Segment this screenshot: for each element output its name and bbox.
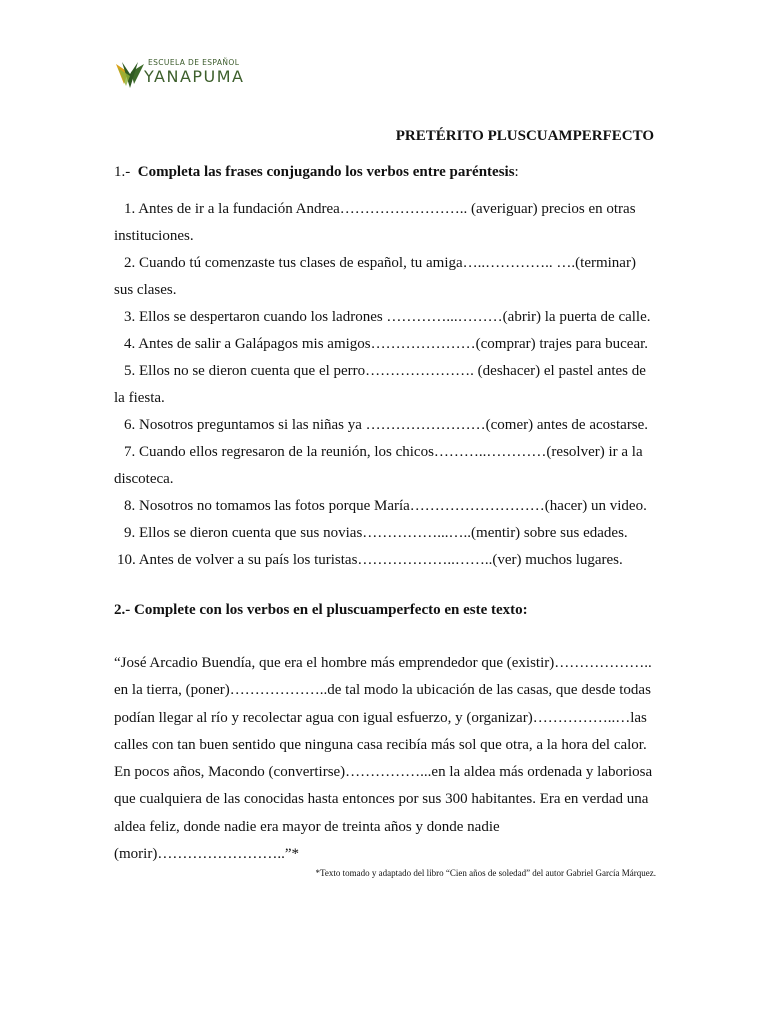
passage-line: calles con tan buen sentido que ninguna casa recibía más sol que otra, a la hora del calor. (114, 736, 647, 753)
section1-suffix: : (514, 164, 519, 180)
puma-logo-icon (114, 60, 146, 90)
item-number: 9. (124, 525, 136, 541)
item-text: Antes de salir a Galápagos mis amigos…………………(comprar) trajes para bucear. (138, 336, 649, 352)
passage-line: podían llegar al río y recolectar agua con igual esfuerzo, y (organizar)……………..…las (114, 709, 647, 726)
item-number: 8. (124, 498, 136, 514)
item-number: 4. (124, 336, 136, 352)
logo-tagline: ESCUELA DE ESPAÑOL (148, 58, 240, 67)
item-continuation: sus clases. (114, 282, 177, 298)
passage-line: En pocos años, Macondo (convertirse)……………...en la aldea más ordenada y laboriosa (114, 764, 653, 781)
item-text: Ellos se despertaron cuando los ladrones …………...………(abrir) la puerta de calle. (139, 309, 651, 325)
item-number: 5. (124, 363, 136, 379)
exercise-item (114, 412, 654, 439)
item-number: 2. (124, 255, 136, 271)
item-continuation: instituciones. (114, 228, 194, 244)
section1-heading (114, 164, 519, 181)
exercise-2-passage (114, 650, 656, 868)
item-continuation: la fiesta. (114, 390, 165, 406)
item-text: Ellos se dieron cuenta que sus novias……………...…..(mentir) sobre sus edades. (139, 525, 628, 541)
section2-heading-text: 2.- Complete con los verbos en el pluscuamperfecto en este texto: (114, 602, 528, 618)
exercise-item (114, 250, 654, 304)
passage-line: que cualquiera de las conocidas hasta entonces por sus 300 habitantes. Era en verdad una (114, 791, 649, 808)
exercise-item (114, 331, 654, 358)
item-number: 3. (124, 309, 136, 325)
exercise-item (114, 358, 654, 412)
passage-line: (morir)……………………..”* (114, 846, 299, 863)
item-number: 7. (124, 444, 136, 460)
exercise-item (114, 304, 654, 331)
logo-name: YANAPUMA (144, 67, 245, 86)
section1-instruction: Completa las frases conjugando los verbos entre paréntesis (137, 164, 515, 180)
source-footnote: *Texto tomado y adaptado del libro “Cien años de soledad” del autor Gabriel García Márquez. (315, 868, 656, 878)
section2-heading (114, 602, 528, 619)
exercise-item (114, 493, 654, 520)
item-text: Antes de ir a la fundación Andrea…………………….. (averiguar) precios en otras (138, 201, 636, 217)
item-text: Nosotros preguntamos si las niñas ya ……………………(comer) antes de acostarse. (139, 417, 649, 433)
item-text: Cuando tú comenzaste tus clases de español, tu amiga…..………….. ….(terminar) (139, 255, 636, 271)
exercise-item (114, 196, 654, 250)
school-logo (114, 58, 264, 94)
item-continuation: discoteca. (114, 471, 174, 487)
item-number: 1. (124, 201, 136, 217)
passage-line: en la tierra, (poner)………………..de tal modo la ubicación de las casas, que desde todas (114, 682, 651, 699)
item-text: Ellos no se dieron cuenta que el perro…………………. (deshacer) el pastel antes de (139, 363, 646, 379)
passage-line: aldea feliz, donde nadie era mayor de treinta años y donde nadie (114, 818, 500, 835)
item-text: Nosotros no tomamos las fotos porque María………………………(hacer) un video. (139, 498, 647, 514)
section1-number: 1.- (114, 164, 131, 180)
exercise-item (114, 439, 654, 493)
item-text: Cuando ellos regresaron de la reunión, los chicos………..…………(resolver) ir a la (139, 444, 643, 460)
exercise-1-list (114, 196, 654, 574)
item-number: 10. (117, 552, 136, 568)
exercise-item (114, 547, 654, 574)
exercise-item (114, 520, 654, 547)
passage-line: “José Arcadio Buendía, que era el hombre más emprendedor que (existir)……………….. (114, 655, 652, 671)
page-title: PRETÉRITO PLUSCUAMPERFECTO (395, 128, 654, 144)
item-number: 6. (124, 417, 136, 433)
item-text: Antes de volver a su país los turistas………………..……..(ver) muchos lugares. (138, 552, 623, 568)
